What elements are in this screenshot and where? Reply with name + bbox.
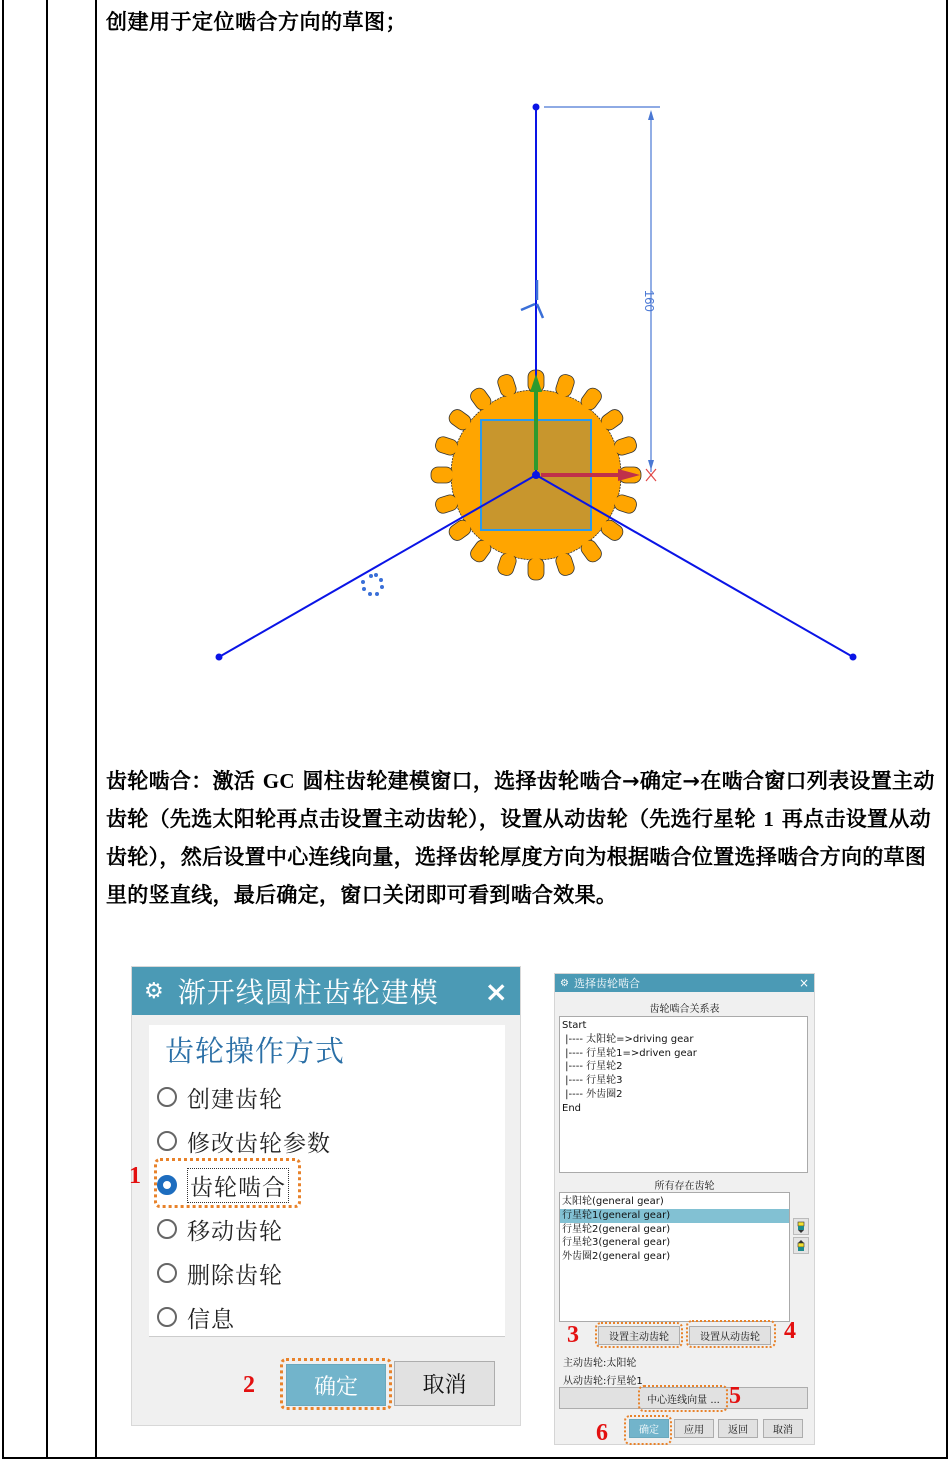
paragraph-text: 齿轮啮合：激活 — [106, 769, 263, 793]
step1-marker: 1 — [129, 1163, 141, 1189]
tree-line: Start — [562, 1020, 587, 1031]
radio-icon[interactable] — [157, 1307, 177, 1327]
all-gears-label: 所有存在齿轮 — [654, 1181, 715, 1192]
instruction-paragraph — [106, 762, 936, 914]
step3-highlight — [595, 1322, 683, 1348]
svg-text:160: 160 — [642, 290, 657, 312]
radio-label: 信息 — [187, 1306, 235, 1333]
step-heading: 创建用于定位啮合方向的草图； — [106, 10, 407, 34]
radio-label: 创建齿轮 — [187, 1086, 283, 1113]
radio-icon[interactable] — [157, 1263, 177, 1283]
sketch-drawing — [100, 80, 940, 720]
ok-button[interactable]: 确定 — [286, 1364, 386, 1406]
list-item[interactable]: 行星轮3(general gear) — [562, 1237, 671, 1249]
step3-marker: 3 — [567, 1322, 579, 1348]
radio-label: 删除齿轮 — [187, 1262, 283, 1289]
tree-line: |---- 行星轮3 — [562, 1075, 623, 1087]
center-vector-button[interactable]: 中心连线向量 ... — [559, 1387, 808, 1409]
step4-marker: 4 — [784, 1318, 796, 1344]
back-button[interactable]: 返回 — [718, 1419, 758, 1438]
tree-line: |---- 太阳轮=>driving gear — [562, 1033, 694, 1045]
move-down-icon[interactable] — [793, 1237, 809, 1254]
radio-modify-params[interactable] — [157, 1121, 331, 1161]
paragraph-text: 圆柱齿轮建模窗口，选择齿轮啮合→确定→在啮合窗口列表设置主动齿轮（先选太阳轮再点击设置主动齿轮），设置从动齿轮（先选行星轮 — [106, 769, 935, 831]
list-item[interactable]: 行星轮2(general gear) — [562, 1223, 671, 1235]
radio-label: 移动齿轮 — [187, 1218, 283, 1245]
tree-line: |---- 行星轮1=>driven gear — [562, 1047, 697, 1059]
step5-highlight — [638, 1385, 728, 1412]
paragraph-text: 1 — [763, 807, 775, 831]
gear-modeling-dialog — [131, 966, 521, 1426]
radio-icon[interactable] — [157, 1131, 177, 1151]
close-icon[interactable]: × — [798, 976, 809, 990]
close-icon[interactable]: × — [484, 974, 508, 1008]
tree-line: |---- 外齿圈2 — [562, 1088, 623, 1100]
gear-icon: ⚙ — [560, 977, 569, 989]
tree-line: End — [562, 1102, 582, 1114]
gear-list[interactable] — [559, 1192, 790, 1322]
group-label: 齿轮操作方式 — [165, 1034, 346, 1068]
radio-create-gear[interactable] — [157, 1077, 283, 1117]
tree-line: |---- 行星轮2 — [562, 1061, 623, 1073]
step1-highlight — [154, 1158, 301, 1208]
paragraph-text: 再点击设置从动齿轮），然后设置中心连线向量，选择齿轮厚度方向为根据啮合位置选择啮合方向的草图里的竖直线，最后确定，窗口关闭即可看到啮合效果。 — [106, 807, 931, 907]
relation-table-label: 齿轮啮合关系表 — [649, 1004, 720, 1015]
gear-mesh-dialog — [554, 973, 815, 1445]
list-item[interactable]: 太阳轮(general gear) — [562, 1196, 664, 1207]
table-column-divider — [46, 0, 48, 1457]
vertical-constraint-icon — [521, 280, 543, 318]
paragraph-text: GC — [262, 769, 295, 793]
table-column-divider — [95, 0, 97, 1457]
radio-move-gear[interactable] — [157, 1209, 283, 1249]
relation-tree[interactable] — [559, 1016, 808, 1173]
step6-marker: 6 — [596, 1420, 608, 1446]
radio-label: 修改齿轮参数 — [187, 1130, 331, 1157]
driving-gear-info: 主动齿轮:太阳轮 — [563, 1358, 637, 1369]
set-driven-gear-button[interactable]: 设置从动齿轮 — [689, 1326, 771, 1345]
radio-icon[interactable] — [157, 1087, 177, 1107]
gear-icon: ⚙ — [144, 978, 164, 1004]
dialog-title: 渐开线圆柱齿轮建模 — [177, 976, 439, 1009]
step6-highlight — [624, 1415, 672, 1445]
radio-label: 齿轮啮合 — [187, 1168, 289, 1203]
list-item-selected[interactable]: 行星轮1(general gear) — [560, 1209, 789, 1223]
step2-marker: 2 — [243, 1372, 255, 1398]
ok-button[interactable]: 确定 — [629, 1419, 669, 1438]
radio-delete-gear[interactable] — [157, 1253, 283, 1293]
dialog-title: 选择齿轮啮合 — [573, 977, 640, 990]
radio-info[interactable] — [157, 1297, 235, 1337]
dialog-title-bar — [555, 974, 814, 992]
step5-marker: 5 — [729, 1383, 741, 1409]
loading-cursor-icon — [361, 573, 384, 596]
cancel-button[interactable]: 取消 — [763, 1419, 803, 1438]
move-up-icon[interactable] — [793, 1218, 809, 1235]
step4-highlight — [686, 1320, 776, 1348]
apply-button[interactable]: 应用 — [674, 1419, 714, 1438]
radio-icon[interactable] — [157, 1219, 177, 1239]
cancel-button[interactable]: 取消 — [394, 1361, 495, 1406]
driven-gear-info: 从动齿轮:行星轮1 — [563, 1376, 643, 1387]
dialog-title-bar — [132, 967, 520, 1015]
set-driving-gear-button[interactable]: 设置主动齿轮 — [598, 1326, 680, 1345]
list-item[interactable]: 外齿圈2(general gear) — [562, 1251, 671, 1263]
